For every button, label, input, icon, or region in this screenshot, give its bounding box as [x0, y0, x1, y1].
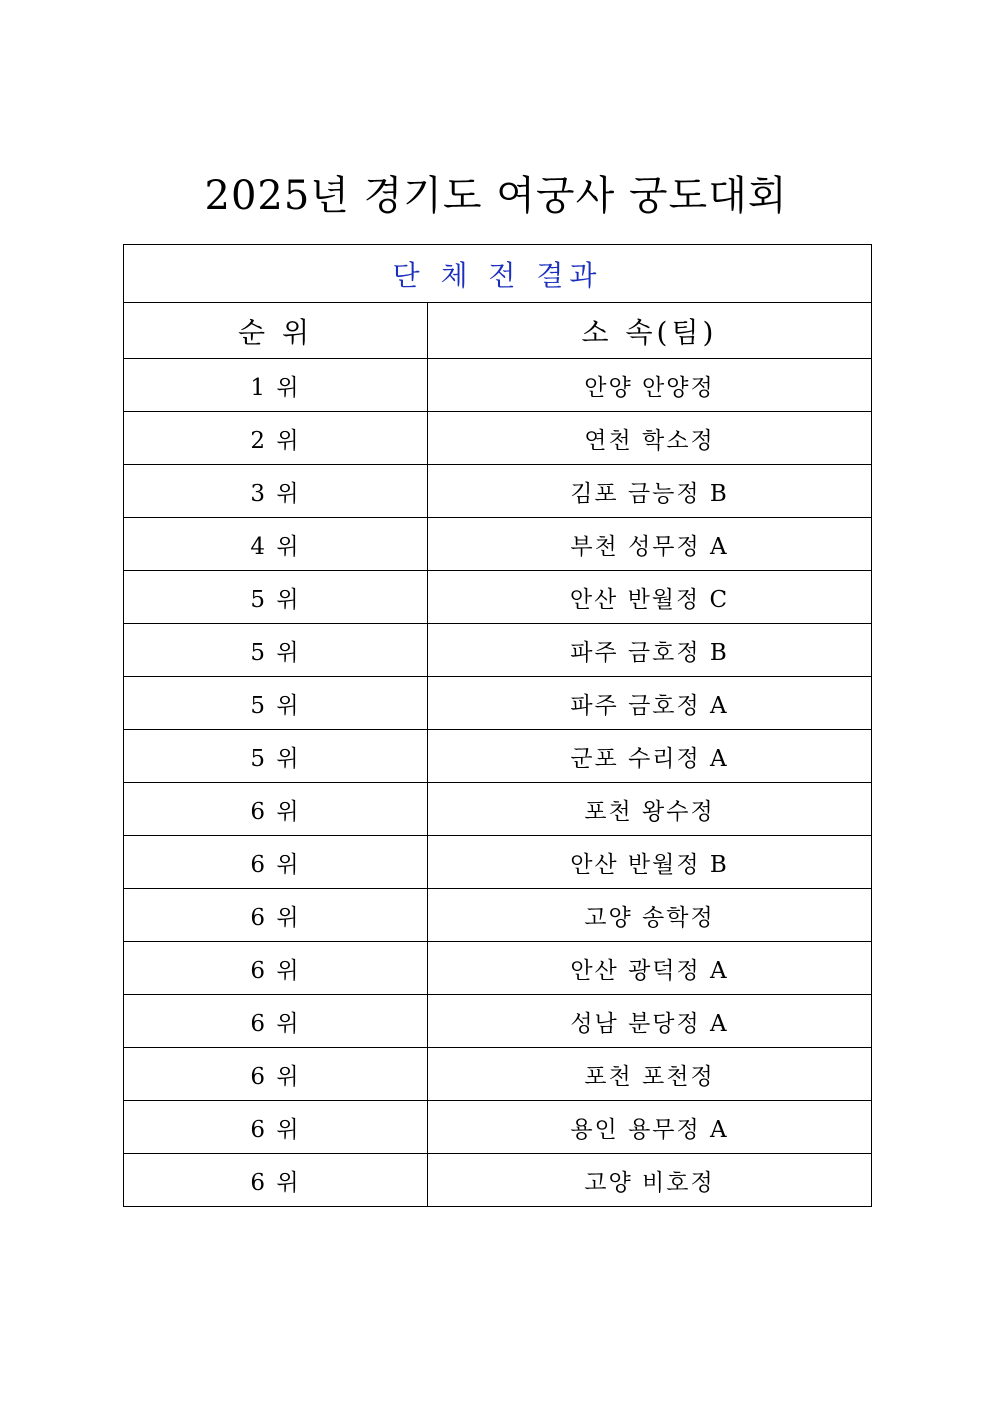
team-cell: 용인 용무정 A: [428, 1101, 872, 1154]
table-row: [124, 359, 872, 412]
team-cell: 파주 금호정 A: [428, 677, 872, 730]
rank-cell: 6 위: [124, 1101, 428, 1154]
table-row: [124, 836, 872, 889]
team-cell: 안산 반월정 C: [428, 571, 872, 624]
table-row: [124, 1048, 872, 1101]
team-cell: 고양 비호정: [428, 1154, 872, 1207]
table-row: [124, 730, 872, 783]
team-column-header: 소 속(팀): [428, 303, 872, 359]
rank-cell: 6 위: [124, 783, 428, 836]
team-cell: 성남 분당정 A: [428, 995, 872, 1048]
rank-cell: 6 위: [124, 889, 428, 942]
rank-cell: 5 위: [124, 624, 428, 677]
team-cell: 파주 금호정 B: [428, 624, 872, 677]
results-table: [123, 244, 872, 1207]
table-row: [124, 942, 872, 995]
table-row: [124, 889, 872, 942]
rank-cell: 1 위: [124, 359, 428, 412]
table-row: [124, 1101, 872, 1154]
rank-cell: 6 위: [124, 1154, 428, 1207]
rank-cell: 5 위: [124, 571, 428, 624]
team-cell: 안양 안양정: [428, 359, 872, 412]
rank-cell: 6 위: [124, 942, 428, 995]
team-cell: 연천 학소정: [428, 412, 872, 465]
rank-cell: 6 위: [124, 1048, 428, 1101]
table-row: [124, 571, 872, 624]
caption-row: [124, 245, 872, 303]
table-row: [124, 783, 872, 836]
table-row: [124, 412, 872, 465]
table-row: [124, 677, 872, 730]
page-title: 2025년 경기도 여궁사 궁도대회: [204, 173, 788, 219]
team-cell: 고양 송학정: [428, 889, 872, 942]
team-cell: 포천 포천정: [428, 1048, 872, 1101]
header-row: [124, 303, 872, 359]
table-row: [124, 518, 872, 571]
rank-cell: 6 위: [124, 836, 428, 889]
table-caption: 단 체 전 결과: [124, 245, 872, 303]
rank-cell: 5 위: [124, 730, 428, 783]
table-row: [124, 624, 872, 677]
team-cell: 안산 반월정 B: [428, 836, 872, 889]
team-cell: 부천 성무정 A: [428, 518, 872, 571]
rank-cell: 6 위: [124, 995, 428, 1048]
rank-cell: 4 위: [124, 518, 428, 571]
table-row: [124, 995, 872, 1048]
table-row: [124, 1154, 872, 1207]
rank-cell: 3 위: [124, 465, 428, 518]
team-cell: 포천 왕수정: [428, 783, 872, 836]
team-cell: 김포 금능정 B: [428, 465, 872, 518]
team-cell: 군포 수리정 A: [428, 730, 872, 783]
rank-cell: 2 위: [124, 412, 428, 465]
rank-cell: 5 위: [124, 677, 428, 730]
rank-column-header: 순 위: [124, 303, 428, 359]
table-row: [124, 465, 872, 518]
team-cell: 안산 광덕정 A: [428, 942, 872, 995]
